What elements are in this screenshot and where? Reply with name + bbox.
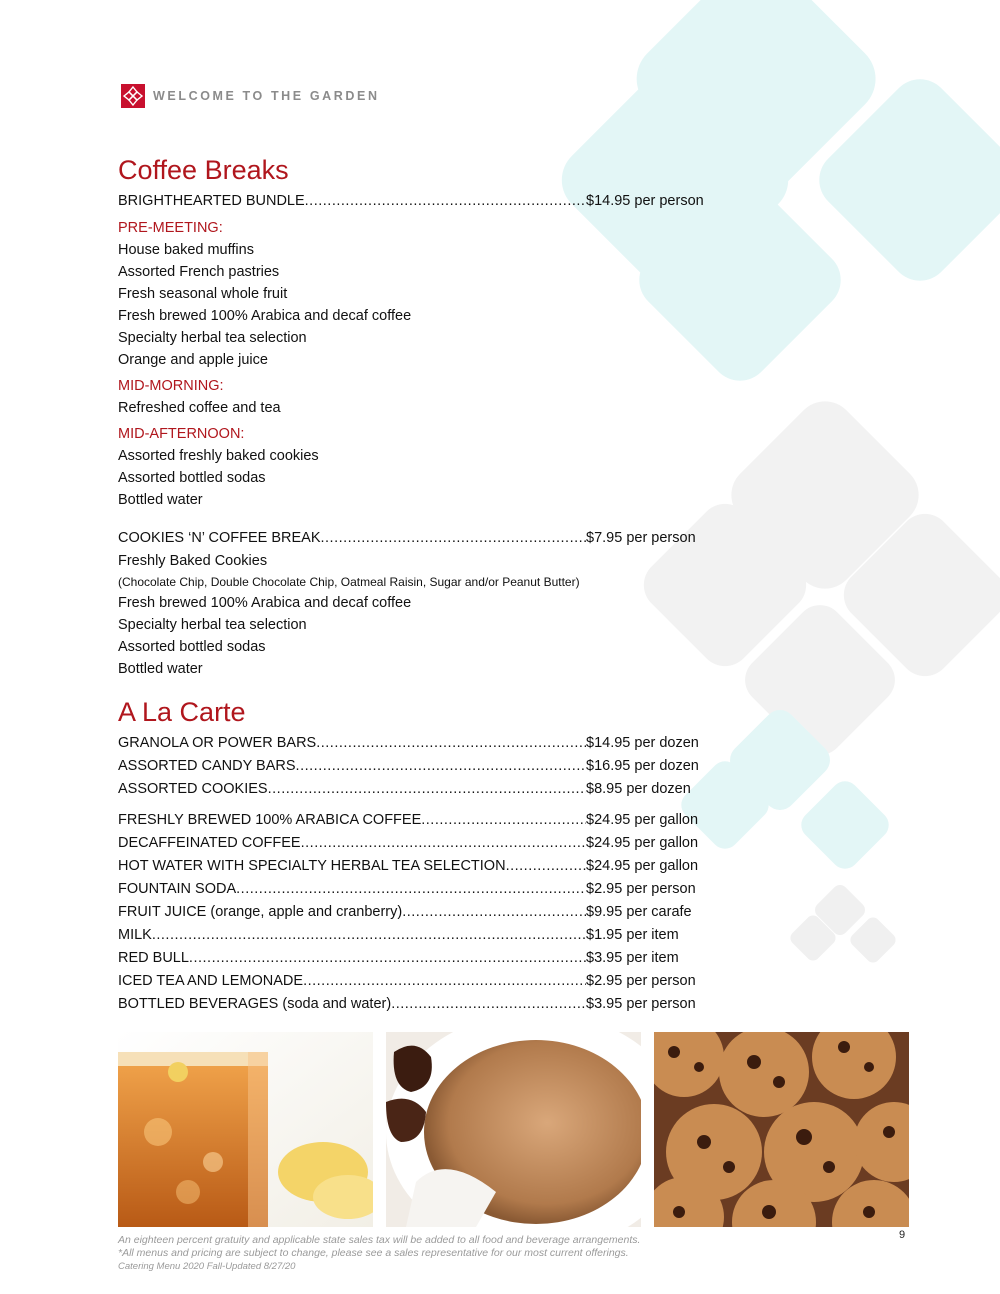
menu-item — [118, 901, 711, 924]
item-price: $9.95 per carafe — [586, 904, 692, 920]
gratuity-note: An eighteen percent gratuity and applicable state sales tax will be added to all food and beverage arrangements. — [118, 1234, 641, 1246]
item-price: $24.95 per gallon — [586, 858, 699, 874]
menu-item — [118, 947, 711, 970]
leader-dots — [316, 732, 586, 755]
leader-dots — [296, 755, 586, 778]
item-name: FRESHLY BREWED 100% ARABICA COFFEE — [118, 812, 422, 828]
list-item: Orange and apple juice — [118, 352, 268, 368]
leader-dots — [391, 993, 586, 1016]
list-item: Assorted bottled sodas — [118, 639, 266, 655]
leader-dots — [421, 809, 586, 832]
menu-item — [118, 755, 711, 778]
list-item: Fresh seasonal whole fruit — [118, 286, 288, 302]
item-price: $1.95 per item — [586, 927, 679, 943]
item-price: $7.95 per person — [586, 530, 696, 546]
list-item: Freshly Baked Cookies — [118, 553, 268, 569]
list-item: Bottled water — [118, 661, 203, 677]
leader-dots — [321, 527, 587, 550]
item-name: FRUIT JUICE (orange, apple and cranberry) — [118, 904, 403, 920]
menu-item — [118, 993, 711, 1016]
menu-item — [118, 832, 711, 855]
leader-dots — [189, 947, 586, 970]
leader-dots — [305, 190, 586, 213]
cookie-varieties-note: (Chocolate Chip, Double Chocolate Chip, Oatmeal Raisin, Sugar and/or Peanut Butter) — [118, 575, 580, 589]
garden-logo-icon — [121, 84, 145, 108]
menu-item-cookies-coffee-break — [118, 527, 711, 550]
list-item: Specialty herbal tea selection — [118, 617, 307, 633]
item-name: ICED TEA AND LEMONADE — [118, 973, 304, 989]
menu-item — [118, 924, 711, 947]
item-name: FOUNTAIN SODA — [118, 881, 237, 897]
item-name: COOKIES ‘N’ COFFEE BREAK — [118, 530, 321, 546]
item-price: $14.95 per person — [586, 193, 704, 209]
item-price: $3.95 per person — [586, 996, 696, 1012]
item-name: HOT WATER WITH SPECIALTY HERBAL TEA SELECTION — [118, 858, 506, 874]
section-title-coffee-breaks: Coffee Breaks — [118, 155, 289, 185]
photo-strip — [118, 1032, 909, 1227]
list-item: Assorted freshly baked cookies — [118, 448, 319, 464]
item-price: $14.95 per dozen — [586, 735, 699, 751]
leader-dots — [402, 901, 586, 924]
list-item: Specialty herbal tea selection — [118, 330, 307, 346]
item-price: $2.95 per person — [586, 973, 696, 989]
item-price: $3.95 per item — [586, 950, 679, 966]
item-name: BOTTLED BEVERAGES (soda and water) — [118, 996, 392, 1012]
menu-version: Catering Menu 2020 Fall-Updated 8/27/20 — [118, 1261, 296, 1272]
menu-item-brighthearted — [118, 190, 711, 213]
leader-dots — [268, 778, 586, 801]
disclaimer-note: *All menus and pricing are subject to change, please see a sales representative for our most current offerings. — [118, 1247, 629, 1259]
cookies-photo — [654, 1032, 909, 1227]
list-item: Fresh brewed 100% Arabica and decaf coffee — [118, 595, 412, 611]
item-price: $8.95 per dozen — [586, 781, 691, 797]
leader-dots — [236, 878, 586, 901]
list-item: Assorted bottled sodas — [118, 470, 266, 486]
item-price: $24.95 per gallon — [586, 812, 699, 828]
item-name: MILK — [118, 927, 152, 943]
item-name: GRANOLA OR POWER BARS — [118, 735, 317, 751]
item-name: RED BULL — [118, 950, 189, 966]
leader-dots — [301, 832, 586, 855]
item-name: ASSORTED COOKIES — [118, 781, 268, 797]
menu-item — [118, 732, 711, 755]
item-price: $2.95 per person — [586, 881, 696, 897]
item-price: $16.95 per dozen — [586, 758, 699, 774]
subheading-pre-meeting: PRE-MEETING: — [118, 220, 223, 236]
leader-dots — [506, 855, 586, 878]
subheading-mid-morning: MID-MORNING: — [118, 378, 224, 394]
item-name: ASSORTED CANDY BARS — [118, 758, 296, 774]
footer — [118, 1234, 640, 1273]
leader-dots — [152, 924, 586, 947]
item-price: $24.95 per gallon — [586, 835, 699, 851]
list-item: House baked muffins — [118, 242, 254, 258]
list-item: Refreshed coffee and tea — [118, 400, 281, 416]
menu-item — [118, 855, 711, 878]
item-name: DECAFFEINATED COFFEE — [118, 835, 301, 851]
list-item: Assorted French pastries — [118, 264, 280, 280]
section-title-a-la-carte: A La Carte — [118, 697, 246, 727]
subheading-mid-afternoon: MID-AFTERNOON: — [118, 426, 245, 442]
item-name: BRIGHTHEARTED BUNDLE — [118, 193, 305, 209]
list-item: Fresh brewed 100% Arabica and decaf coffee — [118, 308, 412, 324]
menu-item — [118, 878, 711, 901]
cappuccino-photo — [386, 1032, 641, 1227]
header — [121, 84, 380, 108]
list-item: Bottled water — [118, 492, 203, 508]
menu-item — [118, 778, 711, 801]
menu-content — [118, 150, 718, 1016]
leader-dots — [303, 970, 586, 993]
menu-item — [118, 970, 711, 993]
iced-tea-photo — [118, 1032, 373, 1227]
welcome-text: WELCOME TO THE GARDEN — [153, 89, 380, 103]
page-number: 9 — [899, 1229, 906, 1241]
menu-item — [118, 809, 711, 832]
